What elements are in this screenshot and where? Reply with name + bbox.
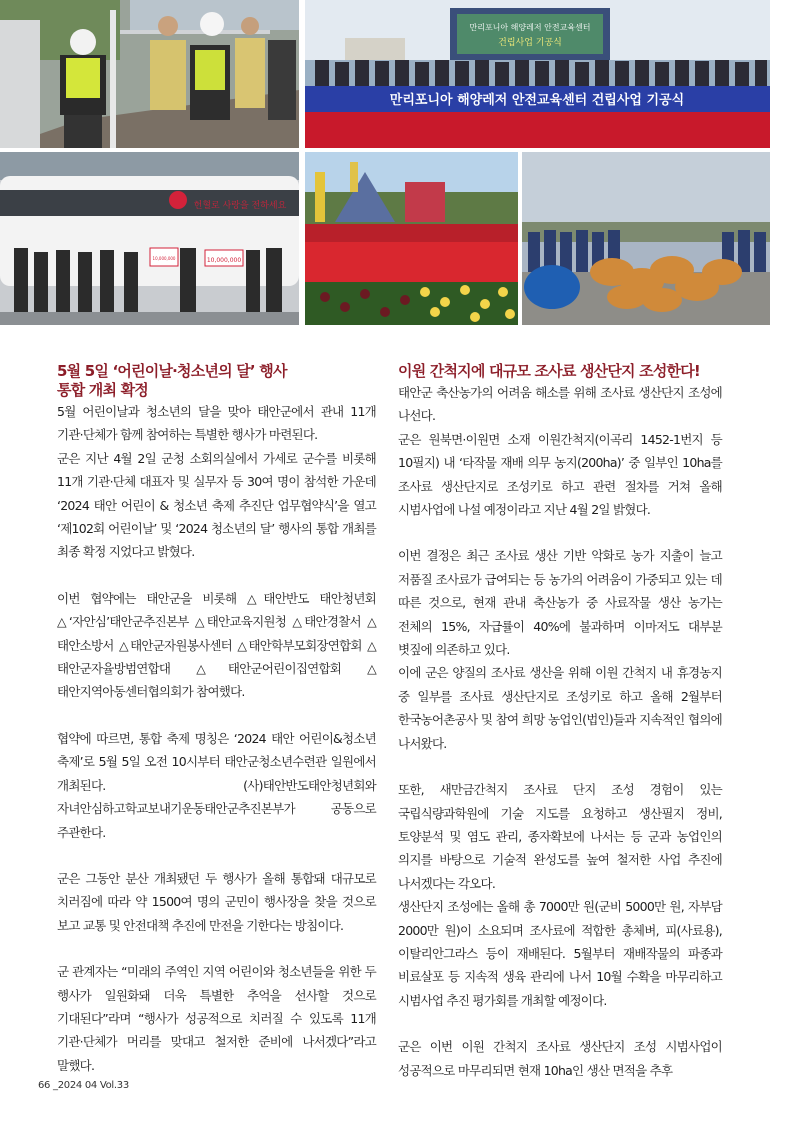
photo-groundbreaking-ceremony [305,0,770,148]
headline-line-1: 5월 5일 ‘어린이날·청소년의 달’ 행사 [57,362,287,380]
paragraph: 군은 지난 4월 2일 군청 소회의실에서 가세로 군수를 비롯해 11개 기관·단체 대표자 및 실무자 등 30여 명이 참석한 가운데 ‘2024 태안 어린이 & 청소년 축제 추진단 업무협약식’을 열고 ‘제102회 어린이날’ 및 ‘2024 청소년의 달’ 행사의 통합 개최를 최종 확정 지었다고 밝혔다. [57,450,376,560]
paragraph: 5월 어린이날과 청소년의 달을 맞아 태안군에서 관내 11개 기관·단체가 함께 참여하는 특별한 행사가 마련된다. [57,404,376,443]
paragraph: 협약에 따르면, 통합 축제 명칭은 ‘2024 태안 어린이&청소년 축제’로 5월 5일 오전 10시부터 태안군청소년수련관 일원에서 개최된다. (사)태안반도태안청년회와 자녀안심하고학교보내기운동태안군추진본부가 공동으로 주관한다. [57,730,376,840]
photo-blood-donation [0,152,299,325]
paragraph: 또한, 새만금간척지 조사료 단지 조성 경험이 있는 국립식량과학원에 기술 지도를 요청하고 생산필지 정비, 토양분석 및 염도 관리, 종자확보에 나서는 등 군과 농업인의 의지를 바탕으로 기술적 완성도를 높여 철저한 사업 추진에 나서겠다는 각오다. [398,782,722,891]
headline-line-2: 통합 개최 확정 [57,381,148,399]
photo-tulip-festival [305,152,518,325]
paragraph: 생산단지 조성에는 올해 총 7000만 원(군비 5000만 원, 자부담 2000만 원)이 소요되며 조사료에 적합한 총체벼, 피(사료용), 이탈리안그라스 등이 재배된다. 5월부터 재배작물의 파종과 비료살포 등 지속적 생육 관리에 나서 10월 수확을 마무리하고 시범사업 추진 평가회를 개최할 예정이다. [398,899,722,1008]
svg-text:만리포니아 해양레저 안전교육센터: 만리포니아 해양레저 안전교육센터 [469,23,591,32]
photo-volunteer-cleanup [522,152,770,325]
paragraph: 이에 군은 양질의 조사료 생산을 위해 이원 간척지 내 휴경농지 중 일부를 조사료 생산단지로 조성키로 하고 올해 2월부터 한국농어촌공사 및 참여 희망 농업인(법인)들과 지속적인 협의에 나서왔다. [398,665,722,751]
article-headline [57,362,376,400]
check-amount-2: 10,000,000 [206,257,242,264]
ceremony-screen-text: 건립사업 기공식 [498,38,562,48]
ceremony-banner-text: 만리포니아 해양레저 안전교육센터 건립사업 기공식 [389,93,685,108]
article-forage-complex [398,362,722,1082]
paragraph: 군은 이번 이원 간척지 조사료 생산단지 조성 시범사업이 성공적으로 마무리되면 현재 10ha인 생산 면적을 추후 [398,1039,722,1078]
paragraph: 군은 원북면·이원면 소재 이원간척지(이곡리 1452-1번지 등 10필지) 내 ‘타작물 재배 의무 농지(200ha)’ 중 일부인 10ha를 조사료 생산단지로 조성키로 하고 관련 절차를 거쳐 올해 시범사업에 나설 예정이라고 지난 4월 2일 밝혔다. [398,431,722,518]
page-folio: 66 _2024 04 Vol.33 [38,1080,129,1091]
bus-text: 헌혈로 사랑을 전하세요 [193,201,287,211]
photo-collage [0,0,794,330]
article-headline: 이원 간척지에 대규모 조사료 생산단지 조성한다! [398,362,700,380]
paragraph: 이번 협약에는 태안군을 비롯해 △태안반도 태안청년회 △‘자안심’태안군추진본부 △태안교육지원청 △태안경찰서 △태안소방서 △태안군자원봉사센터 △태안학부모회장연합회 △태안군자율방범연합대 △태안군어린이집연합회 △태안지역아동센터협의회가 참여했다. [57,590,376,700]
paragraph: 이번 결정은 최근 조사료 생산 기반 악화로 농가 지출이 늘고 저품질 조사료가 급여되는 등 농가의 어려움이 가중되고 있는 데 따른 것으로, 현재 관내 축산농가 중 사료작물 생산 농가는 전체의 15%, 자급률이 40%에 불과하며 이마저도 대부분 볏짚에 의존하고 있다. [398,548,722,658]
article-childrens-day [57,362,376,1077]
paragraph: 군은 그동안 분산 개최됐던 두 행사가 올해 통합돼 대규모로 치러짐에 따라 약 1500여 명의 군민이 행사장을 찾을 것으로 보고 교통 및 안전대책 추진에 만전을 기한다는 방침이다. [57,870,376,933]
paragraph: 태안군 축산농가의 어려움 해소를 위해 조사료 생산단지 조성에 나선다. [398,385,722,424]
photo-site-inspection [0,0,299,148]
paragraph: 군 관계자는 “미래의 주역인 지역 어린이와 청소년들을 위한 두 행사가 일원화돼 더욱 특별한 추억을 선사할 것으로 기대된다”라며 “행사가 성공적으로 치러질 수 있도록 11개 기관·단체가 머리를 맞대고 철저한 준비에 나서겠다”라고 말했다. [57,964,376,1073]
check-amount-1: 10,000,000 [152,256,176,261]
